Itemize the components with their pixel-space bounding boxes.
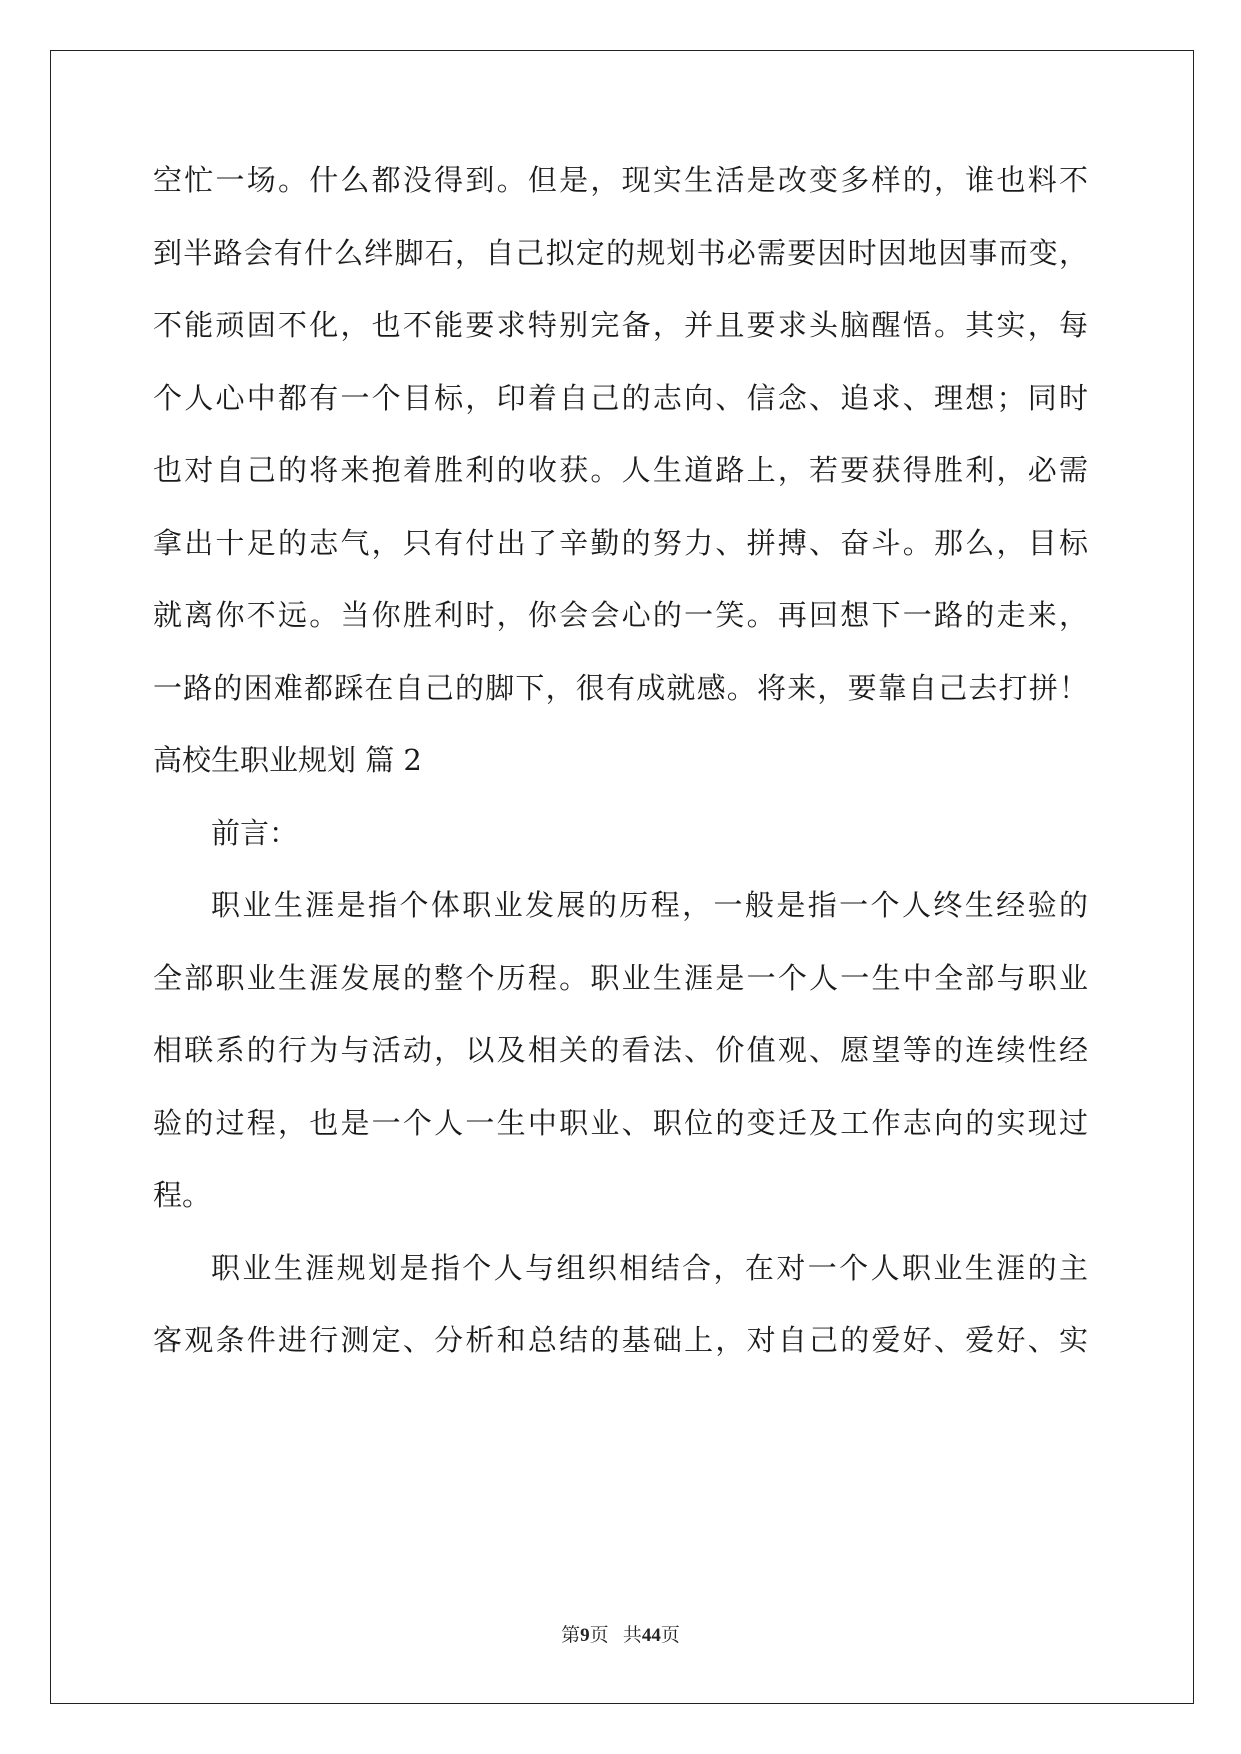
- paragraph-line: 个人心中都有一个目标，印着自己的志向、信念、追求、理想；同时: [153, 381, 1088, 415]
- footer-page-suffix: 页: [589, 1625, 609, 1646]
- paragraph-line: 就离你不远。当你胜利时，你会会心的一笑。再回想下一路的走来，: [153, 598, 1088, 632]
- paragraph-line: 不能顽固不化，也不能要求特别完备，并且要求头脑醒悟。其实，每: [153, 308, 1088, 342]
- paragraph-line: 职业生涯规划是指个人与组织相结合，在对一个人职业生涯的主: [211, 1251, 1088, 1285]
- page-footer: [0, 1624, 1241, 1648]
- paragraph-line: 程。: [153, 1178, 212, 1212]
- paragraph-line: 也对自己的将来抱着胜利的收获。人生道路上，若要获得胜利，必需: [153, 453, 1088, 487]
- section-heading: 高校生职业规划 篇 2: [153, 743, 422, 777]
- page-border: [50, 50, 1194, 1704]
- paragraph-line: 客观条件进行测定、分析和总结的基础上，对自己的爱好、爱好、实: [153, 1323, 1088, 1357]
- paragraph-line: 拿出十足的志气，只有付出了辛勤的努力、拼搏、奋斗。那么，目标: [153, 526, 1088, 560]
- paragraph-line: 相联系的行为与活动，以及相关的看法、价值观、愿望等的连续性经: [153, 1033, 1088, 1067]
- paragraph-line: 到半路会有什么绊脚石，自己拟定的规划书必需要因时因地因事而变，: [153, 236, 1088, 270]
- footer-total-suffix: 页: [660, 1625, 680, 1646]
- paragraph-line: 验的过程，也是一个人一生中职业、职位的变迁及工作志向的实现过: [153, 1106, 1088, 1140]
- footer-prefix: 第: [561, 1625, 581, 1646]
- paragraph-line: 空忙一场。什么都没得到。但是，现实生活是改变多样的，谁也料不: [153, 163, 1088, 197]
- paragraph-line: 全部职业生涯发展的整个历程。职业生涯是一个人一生中全部与职业: [153, 961, 1088, 995]
- paragraph-line: 一路的困难都踩在自己的脚下，很有成就感。将来，要靠自己去打拼！: [153, 671, 1088, 705]
- paragraph-line: 职业生涯是指个体职业发展的历程，一般是指一个人终生经验的: [211, 888, 1088, 922]
- page-number: 9: [580, 1625, 590, 1646]
- preface-label: 前言：: [211, 816, 299, 850]
- footer-total-prefix: 共: [622, 1625, 642, 1646]
- total-pages: 44: [641, 1625, 661, 1646]
